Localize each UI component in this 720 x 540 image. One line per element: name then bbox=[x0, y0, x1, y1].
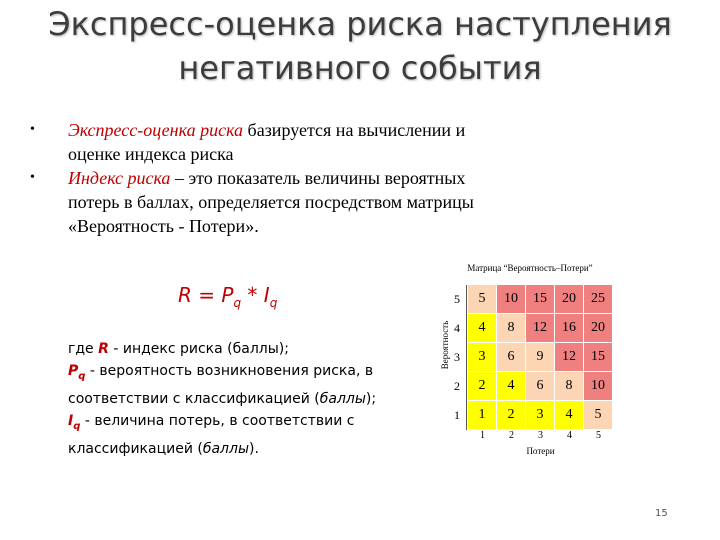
matrix-cell: 10 bbox=[497, 285, 526, 314]
title-line-1: Экспресс-оценка риска наступления bbox=[48, 5, 672, 43]
bullet-2-term: Индекс риска bbox=[68, 168, 171, 188]
matrix-cell: 9 bbox=[526, 343, 555, 372]
desc-line-3 bbox=[68, 388, 408, 410]
desc-em: баллы bbox=[319, 390, 366, 407]
desc-line-4 bbox=[68, 410, 408, 438]
title-line-2: негативного события bbox=[178, 49, 542, 87]
matrix-cell: 1 bbox=[468, 401, 497, 430]
matrix-cell: 12 bbox=[526, 314, 555, 343]
matrix-cell: 12 bbox=[555, 343, 584, 372]
matrix-cell: 3 bbox=[526, 401, 555, 430]
matrix-title: Матрица “Вероятность–Потери” bbox=[467, 263, 593, 273]
matrix-cell: 25 bbox=[584, 285, 613, 314]
desc-text: ). bbox=[249, 440, 259, 457]
desc-sub: q bbox=[78, 370, 86, 382]
matrix-cell: 6 bbox=[497, 343, 526, 372]
bullet-2-text-line2: потерь в баллах, определяется посредством матрицы bbox=[68, 192, 474, 212]
bullet-2-text: – это показатель величины вероятных bbox=[170, 168, 466, 188]
formula-r: R = P bbox=[178, 283, 234, 307]
desc-symbol-i: I bbox=[68, 412, 74, 429]
matrix-cell: 20 bbox=[555, 285, 584, 314]
desc-line-1 bbox=[68, 338, 408, 360]
bullet-dot: • bbox=[30, 122, 35, 137]
formula-description bbox=[68, 338, 408, 460]
desc-text: - величина потерь, в соответствии с bbox=[80, 412, 355, 429]
desc-text: классификацией ( bbox=[68, 440, 203, 457]
matrix-col-label: 1 bbox=[480, 430, 485, 441]
desc-text: - вероятность возникновения риска, в bbox=[85, 363, 374, 379]
matrix-cell: 8 bbox=[555, 372, 584, 401]
matrix-x-label: Потери bbox=[526, 446, 555, 456]
matrix-row-label: 2 bbox=[454, 379, 460, 393]
matrix-cell: 4 bbox=[468, 314, 497, 343]
desc-em: баллы bbox=[202, 440, 250, 457]
matrix-cell: 8 bbox=[497, 314, 526, 343]
desc-text: - индекс риска (баллы); bbox=[108, 341, 289, 357]
desc-text: где bbox=[68, 341, 99, 357]
matrix-cell: 20 bbox=[584, 314, 613, 343]
desc-sub: q bbox=[73, 420, 81, 432]
matrix-y-label: Вероятность bbox=[440, 320, 450, 370]
bullet-1-text: базируется на вычислении и bbox=[243, 120, 466, 140]
matrix-cell: 15 bbox=[526, 285, 555, 314]
matrix-row-label: 1 bbox=[454, 408, 460, 422]
page-number: 15 bbox=[655, 508, 668, 519]
matrix-row-label: 3 bbox=[454, 350, 460, 364]
desc-line-2 bbox=[68, 360, 408, 388]
bullet-item-1 bbox=[30, 118, 550, 166]
bullet-2-text-line3: «Вероятность - Потери». bbox=[68, 216, 259, 236]
matrix-cell: 2 bbox=[468, 372, 497, 401]
desc-symbol-p: P bbox=[68, 363, 79, 379]
matrix-cell: 10 bbox=[584, 372, 613, 401]
matrix-col-label: 3 bbox=[538, 430, 543, 441]
matrix-cell: 5 bbox=[584, 401, 613, 430]
matrix-cell: 3 bbox=[468, 343, 497, 372]
bullet-item-2 bbox=[30, 166, 550, 238]
matrix-row-label: 5 bbox=[454, 292, 460, 306]
matrix-cell: 2 bbox=[497, 401, 526, 430]
formula-sub-2: q bbox=[269, 296, 278, 310]
matrix-col-label: 4 bbox=[567, 430, 572, 441]
bullet-list bbox=[30, 118, 550, 238]
bullet-1-text-line2: оценке индекса риска bbox=[68, 144, 234, 164]
matrix-col-label: 2 bbox=[509, 430, 514, 441]
risk-matrix bbox=[468, 285, 613, 430]
bullet-dot: • bbox=[30, 170, 35, 185]
matrix-cell: 4 bbox=[555, 401, 584, 430]
matrix-y-axis bbox=[466, 285, 467, 430]
matrix-cell: 4 bbox=[497, 372, 526, 401]
matrix-cell: 6 bbox=[526, 372, 555, 401]
matrix-col-label: 5 bbox=[596, 430, 601, 441]
formula-sub-1: q bbox=[233, 296, 242, 310]
page-title bbox=[0, 2, 720, 90]
matrix-row-label: 4 bbox=[454, 321, 460, 335]
desc-text: соответствии с классификацией ( bbox=[68, 390, 320, 407]
desc-text: ); bbox=[365, 390, 377, 407]
matrix-cell: 15 bbox=[584, 343, 613, 372]
matrix-cell: 5 bbox=[468, 285, 497, 314]
matrix-cell: 16 bbox=[555, 314, 584, 343]
bullet-1-term: Экспресс-оценка риска bbox=[68, 120, 244, 140]
risk-formula bbox=[178, 283, 277, 310]
formula-mid: * I bbox=[241, 283, 270, 307]
desc-symbol-r: R bbox=[98, 341, 109, 357]
desc-line-5 bbox=[68, 438, 408, 460]
